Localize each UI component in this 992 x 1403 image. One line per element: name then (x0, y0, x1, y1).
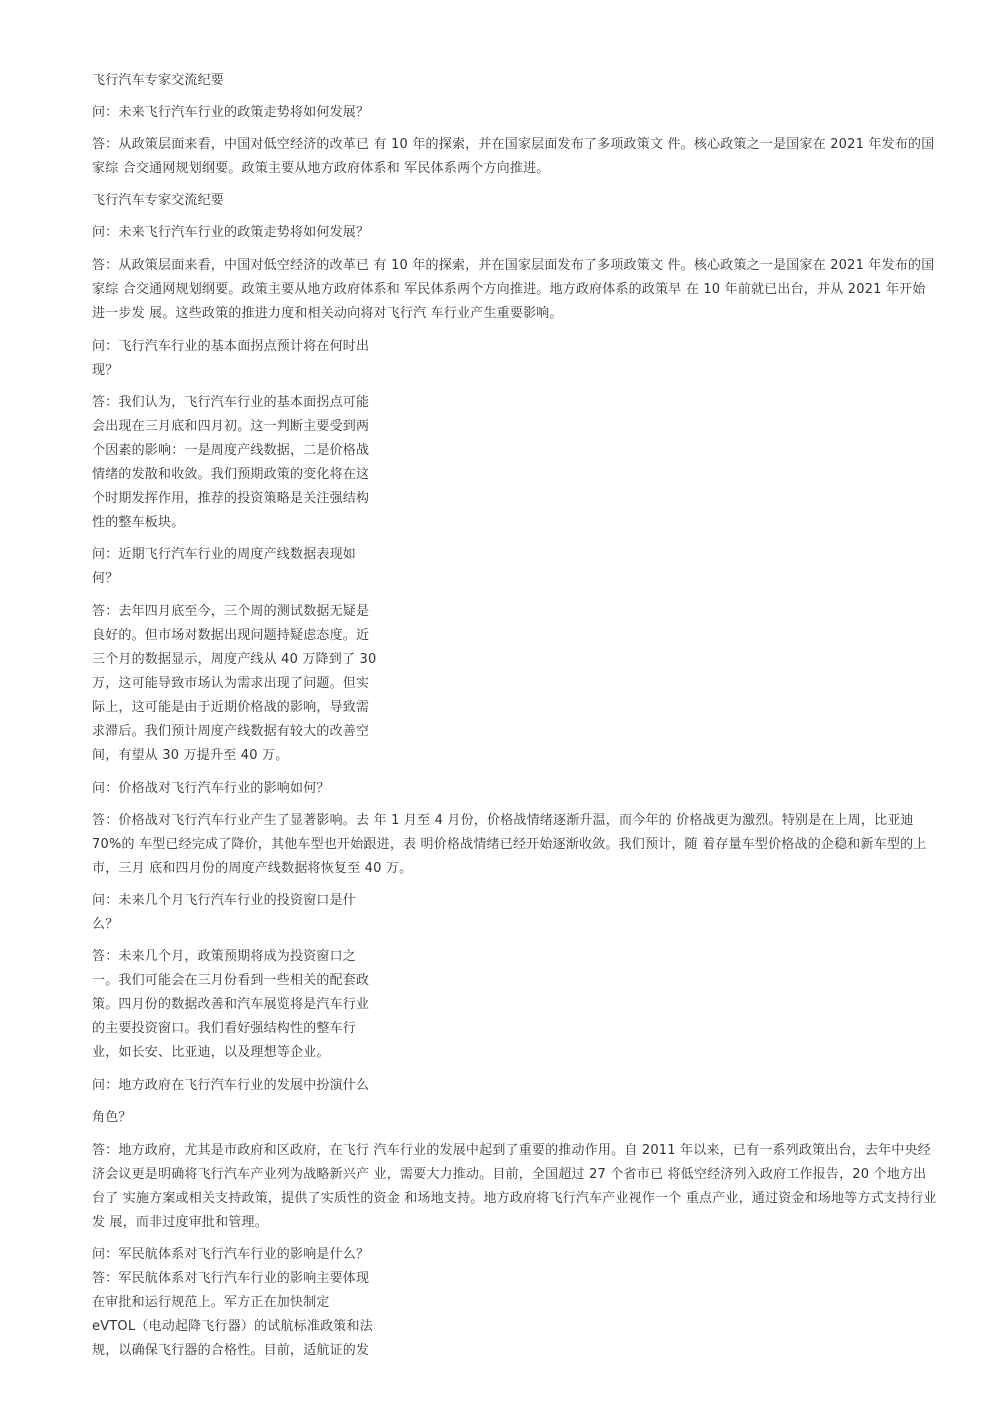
answer-weekly-output: 答：去年四月底至今，三个周的测试数据无疑是 良好的。但市场对数据出现问题持疑虑态度。近 三个月的数据显示，周度产线从 40 万降到了 30 万，这可能导致市场认为需求出现了问题。但实 际上，这可能是由于近期价格战的影响，导致需 求滞后。我们预计周度产线数据有较大的改善空 间，有望从 30 万提升至 40 万。 (92, 604, 377, 763)
question-investment-window: 问：未来几个月飞行汽车行业的投资窗口是什 么？ (92, 893, 357, 932)
answer-investment-window: 答：未来几个月，政策预期将成为投资窗口之 一。我们可能会在三月份看到一些相关的配套政 策。四月份的数据改善和汽车展览将是汽车行业 的主要投资窗口。我们看好强结构性的整车行 业，如长安、比亚迪，以及理想等企业。 (92, 949, 370, 1060)
answer-price-war: 答：价格战对飞行汽车行业产生了显著影响。去 年 1 月至 4 月份，价格战情绪逐渐升温，而今年的 价格战更为激烈。特别是在上周，比亚迪 70%的 车型已经完成了降价，其他车型也开始跟进，表 明价格战情绪已经开始逐渐收敛。我们预计，随 着存量车型价格战的企稳和新车型的上 市，三月 底和四月份的周度产线数据将恢复至 40 万。 (92, 813, 927, 876)
question-local-government-cont: 角色？ (92, 1110, 132, 1125)
document-title-repeat: 飞行汽车专家交流纪要 (92, 193, 225, 208)
answer-policy-trend: 答：从政策层面来看，中国对低空经济的改革已 有 10 年的探索，并在国家层面发布了多项政策文 件。核心政策之一是国家在 2021 年发布的国 家综 合交通网规划纲要。政策主要从地方政府体系和 军民体系两个方向推进。 (92, 137, 935, 176)
question-price-war: 问：价格战对飞行汽车行业的影响如何？ (92, 781, 330, 796)
document-title: 飞行汽车专家交流纪要 (92, 73, 225, 88)
question-answer-military-civil: 问：军民航体系对飞行汽车行业的影响是什么？ 答：军民航体系对飞行汽车行业的影响主要体现 在审批和运行规范上。军方正在加快制定 eVTOL（电动起降飞行器）的试航标准政策和法 规，以确保飞行器的合格性。目前，适航证的发 (92, 1247, 373, 1358)
answer-policy-trend-full: 答：从政策层面来看，中国对低空经济的改革已 有 10 年的探索，并在国家层面发布了多项政策文 件。核心政策之一是国家在 2021 年发布的国 家综 合交通网规划纲要。政策主要从地方政府体系和 军民体系两个方向推进。地方政府体系的政策早 在 10 年前就已出台，并从 2021 年开始 进一步发 展。这些政策的推进力度和相关动向将对飞行汽 车行业产生重要影响。 (92, 258, 935, 321)
question-policy-trend-repeat: 问：未来飞行汽车行业的政策走势将如何发展？ (92, 225, 370, 240)
question-inflection-point: 问：飞行汽车行业的基本面拐点预计将在何时出 现？ (92, 339, 370, 378)
answer-inflection-point: 答：我们认为，飞行汽车行业的基本面拐点可能 会出现在三月底和四月初。这一判断主要受到两 个因素的影响：一是周度产线数据，二是价格战 情绪的发散和收敛。我们预期政策的变化将在这 个时期发挥作用，推荐的投资策略是关注强结构 性的整车板块。 (92, 395, 370, 530)
question-policy-trend: 问：未来飞行汽车行业的政策走势将如何发展？ (92, 105, 370, 120)
answer-local-government: 答：地方政府，尤其是市政府和区政府，在飞行 汽车行业的发展中起到了重要的推动作用。自 2011 年以来，已有一系列政策出台，去年中央经 济会议更是明确将飞行汽车产业列为战略新兴产 业，需要大力推动。目前，全国超过 27 个省市已 将低空经济列入政府工作报告，20 个地方出 台了 实施方案或相关支持政策，提供了实质性的资金 和场地支持。地方政府将飞行汽车产业视作一个 重点产业，通过资金和场地等方式支持行业 发 展，而非过度审批和管理。 (92, 1143, 937, 1230)
question-local-government: 问：地方政府在飞行汽车行业的发展中扮演什么 (92, 1078, 370, 1093)
question-weekly-output: 问：近期飞行汽车行业的周度产线数据表现如 何？ (92, 547, 357, 586)
